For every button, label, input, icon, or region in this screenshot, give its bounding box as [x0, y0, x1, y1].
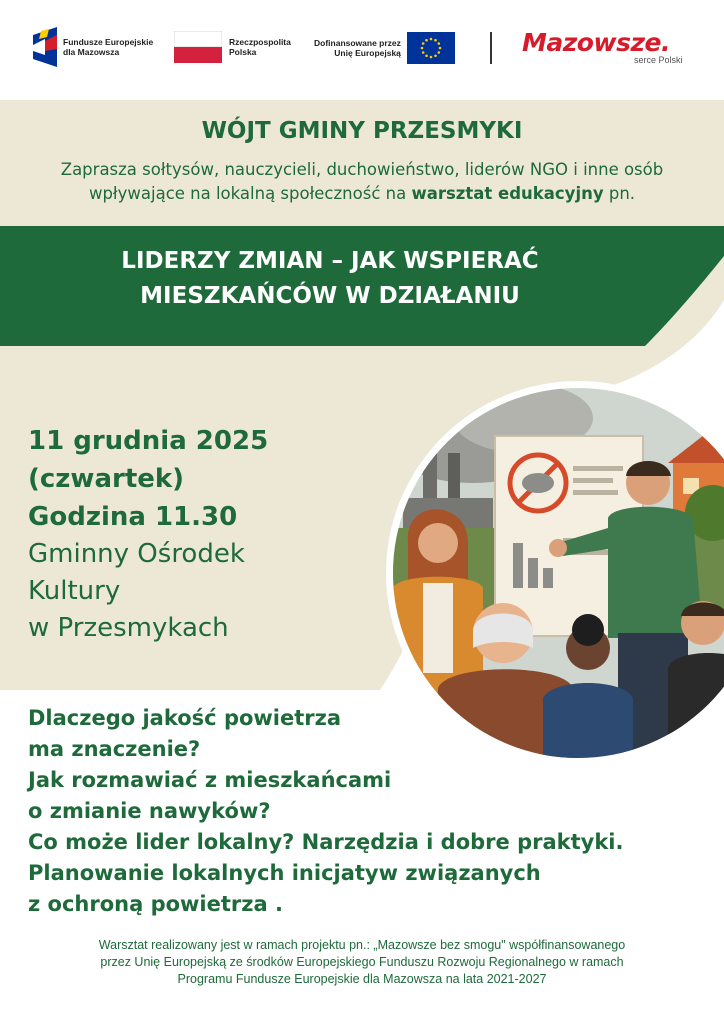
workshop-title-line1: LIDERZY ZMIAN – JAK WSPIERAĆ — [121, 248, 539, 274]
topic-line: Co może lider lokalny? Narzędzia i dobre praktyki. — [28, 830, 624, 854]
workshop-title — [40, 244, 620, 314]
event-weekday: (czwartek) — [28, 464, 185, 494]
topic-line: Jak rozmawiać z mieszkańcami — [28, 768, 392, 792]
event-place-line3: w Przesmykach — [28, 613, 229, 643]
mazowsze-tagline: serce Polski — [634, 55, 683, 65]
topic-line: ma znaczenie? — [28, 737, 201, 761]
event-date: 11 grudnia 2025 — [28, 426, 269, 456]
fe-logo — [33, 27, 153, 67]
fe-line1: Fundusze Europejskie — [63, 37, 154, 47]
rp-logo — [174, 31, 291, 63]
logo-separator — [490, 32, 492, 64]
eu-logo — [314, 32, 455, 64]
logo-bar — [0, 0, 724, 100]
workshop-title-line2: MIESZKAŃCÓW W DZIAŁANIU — [140, 283, 520, 309]
eu-line2: Unię Europejską — [334, 48, 401, 58]
eu-flag-icon — [407, 32, 455, 64]
footer-line1: Warsztat realizowany jest w ramach projektu pn.: „Mazowsze bez smogu" współfinansowanego — [98, 938, 626, 952]
rp-line1: Rzeczpospolita — [229, 37, 291, 47]
event-place-line1: Gminny Ośrodek — [28, 539, 245, 569]
mazowsze-logo: Mazowsze. — [522, 28, 670, 57]
page-title: WÓJT GMINY PRZESMYKI — [201, 118, 523, 144]
event-details — [28, 422, 268, 647]
topic-line: z ochroną powietrza . — [28, 892, 283, 916]
invite-post: pn. — [603, 184, 636, 203]
footer-line3: Programu Fundusze Europejskie dla Mazowsza na lata 2021-2027 — [177, 972, 547, 986]
topic-line: Dlaczego jakość powietrza — [28, 706, 342, 730]
fe-icon — [33, 27, 57, 67]
footer-line2: przez Unię Europejską ze środków Europejskiego Funduszu Rozwoju Regionalnego w ramach — [100, 955, 624, 969]
invite-bold: warsztat edukacyjny — [411, 184, 604, 203]
topics-list — [28, 703, 623, 920]
event-time: Godzina 11.30 — [28, 502, 238, 532]
event-place-line2: Kultury — [28, 576, 121, 606]
topic-line: o zmianie nawyków? — [28, 799, 271, 823]
fe-line2: dla Mazowsza — [63, 47, 120, 57]
eu-line1: Dofinansowane przez — [314, 38, 401, 48]
invite-pre: Zaprasza sołtysów, nauczycieli, duchowieństwo, liderów NGO i inne osób wpływające na lokalną społeczność na — [60, 160, 664, 203]
topic-line: Planowanie lokalnych inicjatyw związanych — [28, 861, 541, 885]
footer-note — [20, 937, 704, 988]
invitation-text — [20, 158, 704, 206]
rp-line2: Polska — [229, 47, 257, 57]
polish-flag-icon — [174, 31, 222, 63]
